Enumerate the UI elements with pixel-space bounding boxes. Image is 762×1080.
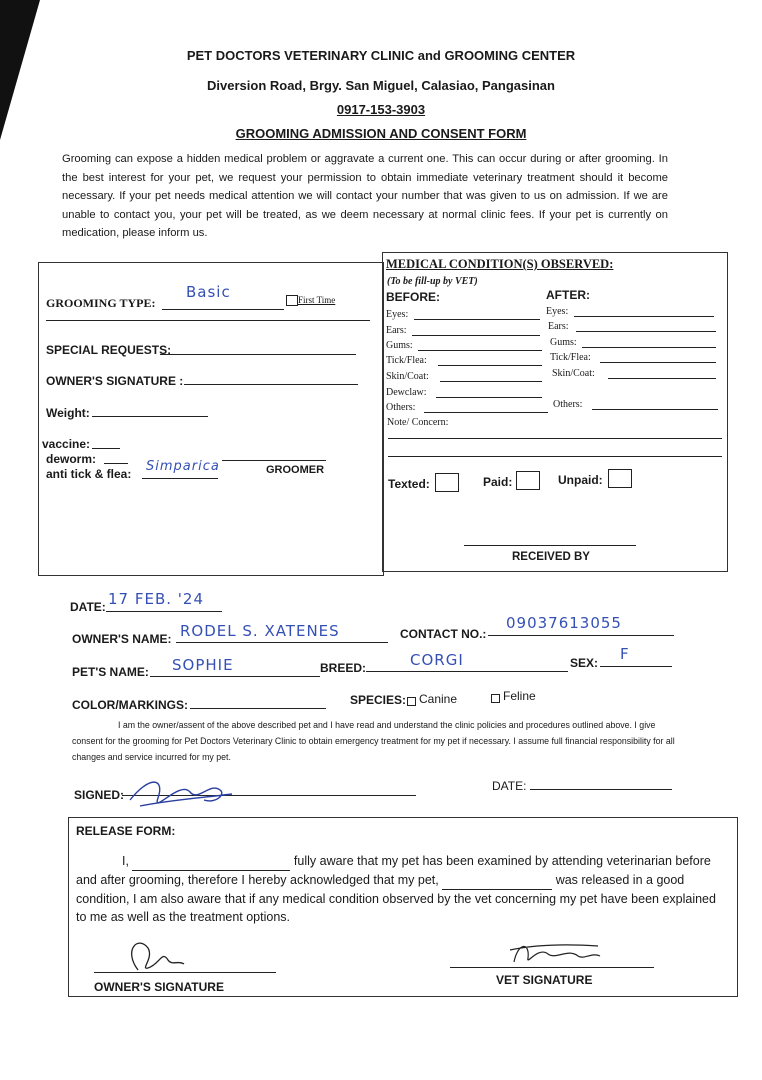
groomer-label: GROOMER <box>266 464 325 476</box>
vet-signature-scribble <box>508 936 604 970</box>
sex-line[interactable] <box>600 666 672 667</box>
owner-signature-line[interactable] <box>184 384 358 385</box>
scan-shadow-corner <box>0 0 40 140</box>
grooming-type-value[interactable]: Basic <box>186 283 231 301</box>
release-pet-blank[interactable] <box>442 871 552 890</box>
deworm-line[interactable] <box>104 463 128 464</box>
after-gums-line[interactable] <box>582 347 716 348</box>
received-by-line[interactable] <box>464 545 636 546</box>
date-value[interactable]: 17 FEB. '24 <box>108 590 204 608</box>
first-time-label: First Time <box>298 295 336 305</box>
after-tick-line[interactable] <box>600 362 716 363</box>
before-eyes-line[interactable] <box>414 319 540 320</box>
anti-tick-value[interactable]: Simparica <box>146 459 220 474</box>
pet-name-value[interactable]: SOPHIE <box>172 656 234 674</box>
clinic-phone: 0917-153-3903 <box>336 102 426 117</box>
texted-checkbox[interactable] <box>435 473 459 492</box>
consent-date-line[interactable] <box>530 789 672 790</box>
owner-signature-scribble <box>120 770 240 820</box>
after-ears-label: Ears: <box>548 321 569 332</box>
color-label: COLOR/MARKINGS: <box>72 698 188 712</box>
before-ears-label: Ears: <box>386 325 407 336</box>
feline-label: Feline <box>503 689 536 703</box>
signed-label: SIGNED: <box>74 788 125 802</box>
grooming-type-label: GROOMING TYPE: <box>46 296 156 310</box>
medical-subtitle: (To be fill-up by VET) <box>387 276 478 287</box>
after-eyes-line[interactable] <box>574 316 714 317</box>
contact-line[interactable] <box>488 635 674 636</box>
sex-label: SEX: <box>570 656 599 670</box>
unpaid-label: Unpaid: <box>558 473 603 487</box>
before-gums-line[interactable] <box>418 350 542 351</box>
after-tick-label: Tick/Flea: <box>550 352 591 363</box>
paid-label: Paid: <box>483 475 513 489</box>
special-requests-line[interactable] <box>160 354 356 355</box>
before-dewclaw-line[interactable] <box>436 397 542 398</box>
after-skin-label: Skin/Coat: <box>552 368 595 379</box>
texted-label: Texted: <box>388 477 430 491</box>
grooming-type-extra-line <box>46 320 370 321</box>
medical-title: MEDICAL CONDITION(S) OBSERVED: <box>386 257 614 271</box>
release-owner-signature-label: OWNER'S SIGNATURE <box>94 980 224 994</box>
clinic-address: Diversion Road, Brgy. San Miguel, Calasiao, Pangasinan <box>207 78 555 93</box>
after-eyes-label: Eyes: <box>546 306 569 317</box>
before-ears-line[interactable] <box>412 335 540 336</box>
before-dewclaw-label: Dewclaw: <box>386 387 427 398</box>
vaccine-line[interactable] <box>92 448 120 449</box>
anti-tick-line[interactable] <box>142 478 218 479</box>
paid-checkbox[interactable] <box>516 471 540 490</box>
groomer-signature-line[interactable] <box>222 460 326 461</box>
after-skin-line[interactable] <box>608 378 716 379</box>
consent-date-label: DATE: <box>492 779 527 793</box>
canine-checkbox[interactable] <box>407 697 416 706</box>
before-label: BEFORE: <box>386 290 440 304</box>
before-skin-line[interactable] <box>440 381 542 382</box>
release-text: I, fully aware that my pet has been examined by attending veterinarian before and after grooming, therefore I hereby acknowledged that my pet, was released in a good condition, I am also aware that if any medical condition observed by the vet concerning my pet have been explained to me as well as the treatment options. <box>76 854 716 924</box>
clinic-name: PET DOCTORS VETERINARY CLINIC and GROOMING CENTER <box>186 48 576 63</box>
before-skin-label: Skin/Coat: <box>386 371 429 382</box>
unpaid-checkbox[interactable] <box>608 469 632 488</box>
intro-paragraph: Grooming can expose a hidden medical problem or aggravate a current one. This can occur during or after grooming. In the best interest for your pet, we request your permission to obtain immediate veterinary treatment should it become necessary. If your pet needs medical attention we will contact your number that was given to us on admission. If we are unable to contact you, your pet will be treated, as we deem necessary at normal clinic fees. If your pet is currently on medication, please inform us. <box>62 153 668 239</box>
received-by-label: RECEIVED BY <box>512 551 590 563</box>
before-tick-line[interactable] <box>438 365 542 366</box>
vaccine-label: vaccine: <box>42 437 91 451</box>
breed-line[interactable] <box>366 671 568 672</box>
before-others-label: Others: <box>386 402 416 413</box>
owner-signature-label: OWNER'S SIGNATURE : <box>46 374 184 388</box>
after-ears-line[interactable] <box>576 331 716 332</box>
anti-tick-label: anti tick & flea: <box>46 467 132 481</box>
before-tick-label: Tick/Flea: <box>386 355 427 366</box>
before-others-line[interactable] <box>424 412 548 413</box>
after-others-label: Others: <box>553 399 583 410</box>
weight-label: Weight: <box>46 406 90 420</box>
owner-name-line[interactable] <box>176 642 388 643</box>
after-label: AFTER: <box>546 288 590 302</box>
release-owner-blank[interactable] <box>132 852 290 871</box>
date-label: DATE: <box>70 600 106 614</box>
after-gums-label: Gums: <box>550 337 577 348</box>
before-gums-label: Gums: <box>386 340 413 351</box>
form-title: GROOMING ADMISSION AND CONSENT FORM <box>235 126 527 141</box>
note-line-2[interactable] <box>388 456 722 457</box>
sex-value[interactable]: F <box>620 645 630 663</box>
deworm-label: deworm: <box>46 452 97 466</box>
breed-label: BREED: <box>320 661 367 675</box>
canine-label: Canine <box>419 692 458 706</box>
release-title: RELEASE FORM: <box>76 824 176 838</box>
grooming-type-line <box>162 309 284 310</box>
weight-line[interactable] <box>92 416 208 417</box>
after-others-line[interactable] <box>592 409 718 410</box>
note-line-1[interactable] <box>388 438 722 439</box>
before-eyes-label: Eyes: <box>386 309 409 320</box>
vet-signature-label: VET SIGNATURE <box>496 973 593 987</box>
feline-checkbox[interactable] <box>491 694 500 703</box>
date-line[interactable] <box>106 611 222 612</box>
color-line[interactable] <box>190 708 326 709</box>
consent-text: I am the owner/assent of the above described pet and I have read and understand the clinic policies and procedures outlined above. I give consent for the grooming for Pet Doctors Veterinary Clinic to obtain emergency treatment for my pet if necessary. I assume full financial responsibility for all changes and service incurred for my pet. <box>72 720 675 762</box>
contact-label: CONTACT NO.: <box>400 627 487 641</box>
note-label: Note/ Concern: <box>387 417 449 428</box>
owner-name-label: OWNER'S NAME: <box>72 632 172 646</box>
pet-name-line[interactable] <box>150 676 320 677</box>
pet-name-label: PET'S NAME: <box>72 665 149 679</box>
species-label: SPECIES: <box>350 693 407 707</box>
release-owner-scribble <box>118 930 188 980</box>
owner-name-value[interactable]: RODEL S. XATENES <box>180 622 340 640</box>
first-time-checkbox[interactable] <box>286 295 298 306</box>
contact-value[interactable]: 09037613055 <box>506 614 622 632</box>
special-requests-label: SPECIAL REQUESTS: <box>46 343 172 357</box>
breed-value[interactable]: CORGI <box>410 651 464 669</box>
